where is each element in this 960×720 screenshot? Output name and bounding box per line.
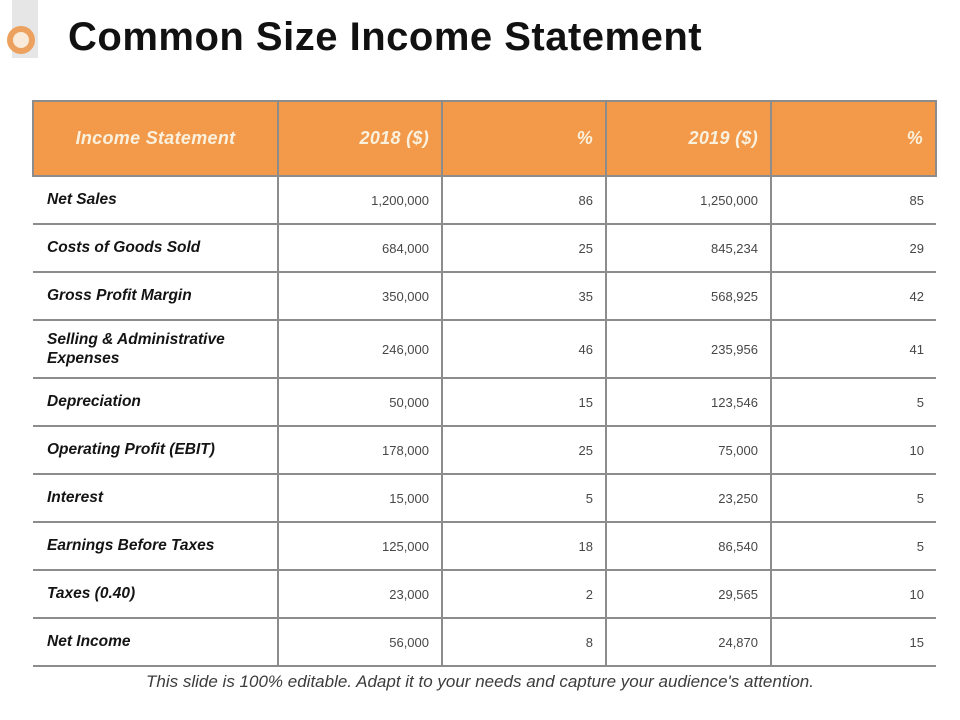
value-cell: 85 [771, 176, 936, 224]
value-cell: 75,000 [606, 426, 771, 474]
header-cell-2018: 2018 ($) [278, 101, 442, 176]
table-row [33, 618, 936, 666]
row-label: Selling & Administrative Expenses [33, 320, 278, 378]
value-cell: 15 [442, 378, 606, 426]
value-cell: 246,000 [278, 320, 442, 378]
value-cell: 25 [442, 426, 606, 474]
row-label: Earnings Before Taxes [33, 522, 278, 570]
table-body [33, 176, 936, 666]
table-row [33, 176, 936, 224]
footer-note: This slide is 100% editable. Adapt it to your needs and capture your audience's attention. [146, 672, 814, 691]
value-cell: 1,200,000 [278, 176, 442, 224]
row-label: Operating Profit (EBIT) [33, 426, 278, 474]
page-title: Common Size Income Statement [68, 15, 703, 59]
value-cell: 23,250 [606, 474, 771, 522]
value-cell: 8 [442, 618, 606, 666]
value-cell: 25 [442, 224, 606, 272]
value-cell: 568,925 [606, 272, 771, 320]
table-row [33, 272, 936, 320]
table-row [33, 570, 936, 618]
value-cell: 15,000 [278, 474, 442, 522]
value-cell: 29,565 [606, 570, 771, 618]
value-cell: 18 [442, 522, 606, 570]
table-header [33, 101, 936, 176]
value-cell: 24,870 [606, 618, 771, 666]
row-label: Depreciation [33, 378, 278, 426]
header-cell-percent-2018: % [442, 101, 606, 176]
value-cell: 125,000 [278, 522, 442, 570]
value-cell: 86,540 [606, 522, 771, 570]
row-label: Interest [33, 474, 278, 522]
row-label: Taxes (0.40) [33, 570, 278, 618]
income-statement-table [32, 100, 937, 667]
row-label: Costs of Goods Sold [33, 224, 278, 272]
value-cell: 41 [771, 320, 936, 378]
row-label: Net Sales [33, 176, 278, 224]
value-cell: 10 [771, 426, 936, 474]
table-row [33, 320, 936, 378]
value-cell: 29 [771, 224, 936, 272]
table-row [33, 378, 936, 426]
ring-circle-icon [7, 26, 35, 54]
table-row [33, 224, 936, 272]
value-cell: 35 [442, 272, 606, 320]
row-label: Net Income [33, 618, 278, 666]
value-cell: 684,000 [278, 224, 442, 272]
header-row [33, 101, 936, 176]
table-row [33, 426, 936, 474]
header-cell-income-statement: Income Statement [33, 101, 278, 176]
value-cell: 46 [442, 320, 606, 378]
value-cell: 42 [771, 272, 936, 320]
header-cell-2019: 2019 ($) [606, 101, 771, 176]
value-cell: 10 [771, 570, 936, 618]
header-cell-percent-2019: % [771, 101, 936, 176]
value-cell: 235,956 [606, 320, 771, 378]
value-cell: 123,546 [606, 378, 771, 426]
value-cell: 2 [442, 570, 606, 618]
value-cell: 56,000 [278, 618, 442, 666]
value-cell: 5 [771, 474, 936, 522]
value-cell: 178,000 [278, 426, 442, 474]
value-cell: 86 [442, 176, 606, 224]
value-cell: 845,234 [606, 224, 771, 272]
table-row [33, 522, 936, 570]
value-cell: 350,000 [278, 272, 442, 320]
row-label: Gross Profit Margin [33, 272, 278, 320]
value-cell: 5 [771, 522, 936, 570]
value-cell: 50,000 [278, 378, 442, 426]
value-cell: 1,250,000 [606, 176, 771, 224]
value-cell: 5 [442, 474, 606, 522]
value-cell: 5 [771, 378, 936, 426]
value-cell: 23,000 [278, 570, 442, 618]
table-row [33, 474, 936, 522]
value-cell: 15 [771, 618, 936, 666]
